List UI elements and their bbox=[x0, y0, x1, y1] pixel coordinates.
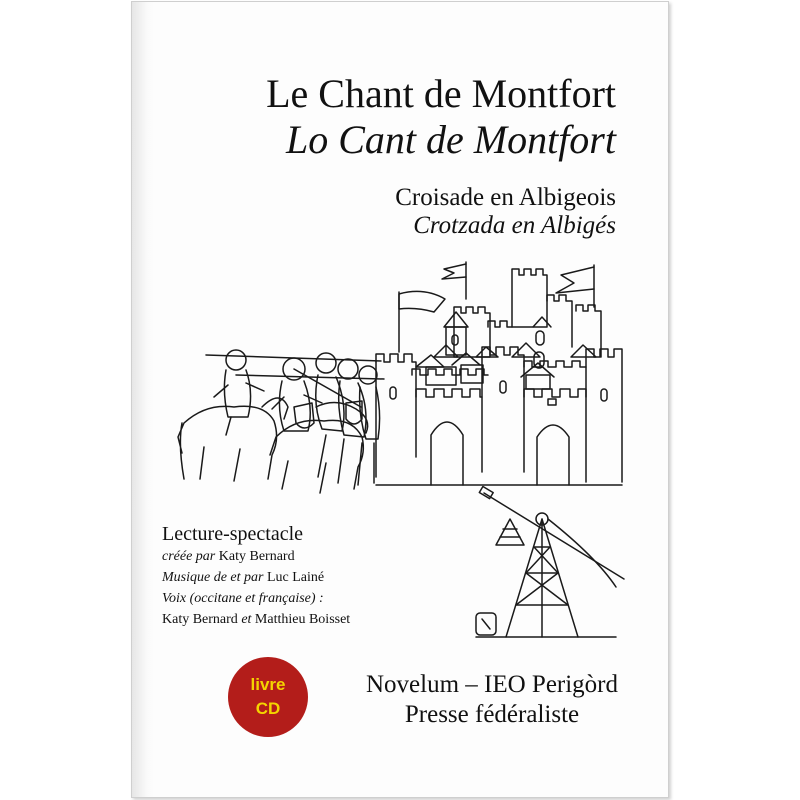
knights-drawing bbox=[178, 350, 384, 493]
livre-cd-badge bbox=[228, 657, 308, 737]
credit-voices-label: Voix (occitane et française) : bbox=[162, 591, 324, 606]
badge-line-2: CD bbox=[255, 699, 281, 718]
subtitle-french: Croisade en Albigeois bbox=[395, 184, 616, 211]
credit-voices bbox=[162, 609, 462, 630]
book-cover bbox=[131, 1, 669, 798]
title-french: Le Chant de Montfort bbox=[266, 71, 616, 116]
lecture-credits bbox=[162, 522, 462, 630]
music-label: Musique de et par bbox=[162, 570, 264, 585]
castle-drawing bbox=[376, 262, 622, 485]
created-by-name: Katy Bernard bbox=[218, 549, 295, 564]
trebuchet-drawing bbox=[476, 486, 624, 637]
publisher bbox=[342, 670, 642, 730]
title-occitan: Lo Cant de Montfort bbox=[285, 117, 616, 162]
publisher-line-2: Presse fédéraliste bbox=[404, 701, 580, 728]
voice-1: Katy Bernard bbox=[162, 612, 238, 627]
credit-music bbox=[162, 567, 462, 588]
voice-2: Matthieu Boisset bbox=[254, 612, 351, 627]
publisher-line-1: Novelum – IEO Perigòrd bbox=[365, 671, 619, 698]
spine-shade bbox=[132, 2, 154, 797]
credit-created-by bbox=[162, 546, 462, 567]
lecture-heading: Lecture-spectacle bbox=[162, 523, 304, 545]
voices-and: et bbox=[241, 612, 252, 627]
created-by-label: créée par bbox=[162, 549, 216, 564]
music-name: Luc Lainé bbox=[266, 570, 325, 585]
subtitle-occitan: Crotzada en Albigés bbox=[413, 212, 616, 239]
badge-line-1: livre bbox=[250, 675, 286, 694]
